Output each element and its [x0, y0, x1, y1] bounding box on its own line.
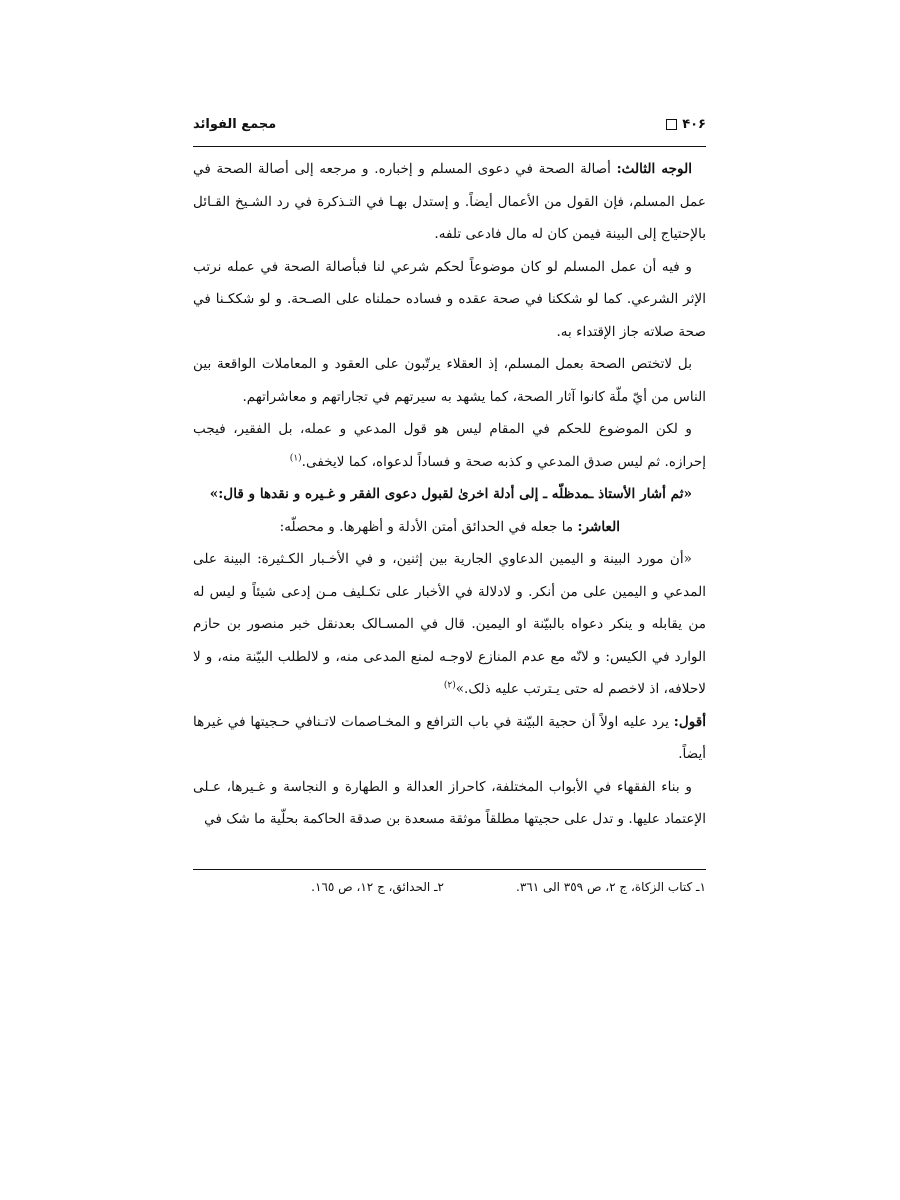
running-header	[193, 117, 706, 139]
section-heading: العاشر:	[577, 518, 620, 535]
footnotes	[193, 880, 706, 906]
paragraph-text: يرد عليه اولاً أن حجية البيّنة في باب الترافع و المخـاصمات لاتـنافي حـجيتها في غيرها أيضاً.	[193, 713, 706, 762]
book-title: مجمع الفوائد	[193, 117, 277, 132]
paragraph	[193, 413, 706, 478]
section-heading: أقول:	[673, 713, 706, 730]
page-number-group	[666, 117, 706, 132]
paragraph-text: و لكن الموضوع للحكم في المقام ليس هو قول المدعي و عمله، بل الفقير، فيجب إحرازه. ثم ليس صدق المدعي و كذبه صحة و فساداً لدعواه، كما لايخفى.	[193, 421, 706, 470]
editor-note	[193, 478, 706, 511]
footnote-1: ١ـ كتاب الزكاة، ج ٢، ص ٣٥٩ الى ٣٦١.	[515, 880, 706, 894]
footnote-2: ٢ـ الحدائق، ج ١٢، ص ١٦٥.	[311, 880, 444, 894]
footnote-marker: (٢)	[443, 680, 456, 691]
paragraph	[193, 153, 706, 251]
paragraph-text: أصالة الصحة في دعوى المسلم و إخباره. و مرجعه إلى أصالة الصحة في عمل المسلم، فإن القول من الأعمال أيضاً. و إستدل بهـا في التـذكرة في رد الشـيخ القـائل بالإحتياج إلى البينة فيمن كان له مال فادعى تلفه.	[193, 161, 706, 242]
main-text	[193, 153, 706, 853]
quotation-text: «أن مورد البينة و اليمين الدعاوي الجارية بين إثنين، و في الأخـبار الكـثيرة: البينة على المدعي و اليمين على من أنكر. و لادلالة في الأخبار على تكـليف مـن إدعى شيئاً و ليس له من يقابله و ينكر دعواه بالبيّنة او اليمين. قال في المسـالک بعدنقل خبر منصور بن حازم الوارد في الكيس: و لانّه مع عدم المنازع لاوجـه لمنع المدعى منه، و لالطلب البيّنة منه، و لا لاحلافه، اذ لاخصم له حتى يـترتب عليه ذلک.»	[193, 551, 706, 697]
paragraph: بل لاتختص الصحة بعمل المسلم، إذ العقلاء يرتّبون على العقود و المعاملات الواقعة بين الناس من أيّ ملّة كانوا آثار الصحة، كما يشهد به سيرتهم في تجاراتهم و معاشراتهم.	[193, 356, 706, 405]
page-number: ۴۰۶	[682, 117, 706, 132]
paragraph	[193, 706, 706, 771]
paragraph: و بناء الفقهاء في الأبواب المختلفة، كاحراز العدالة و الطهارة و النجاسة و غـيرها، عـلى الإعتماد عليها. و تدل على حجيتها مطلقاً موثقة مسعدة بن صدقة الحاكمة بحلّية ما شک في	[193, 778, 706, 827]
paragraph: و فيه أن عمل المسلم لو كان موضوعاً لحكم شرعي لنا فبأصالة الصحة في عمله نرتب الإثر الشرعي. كما لو شككنا في صحة عقده و فساده حملناه على الصـحة. و لو شككـنا في صحة صلاته جاز الإقتداء به.	[193, 258, 706, 340]
footnote-divider	[193, 869, 706, 870]
paragraph	[193, 511, 706, 544]
paragraph-text: ما جعله في الحدائق أمتن الأدلة و أظهرها. و محصلّه:	[279, 518, 578, 535]
footnote-marker: (١)	[289, 452, 302, 463]
section-heading: الوجه الثالث:	[616, 161, 692, 177]
editor-note-text: «ثم أشار الأستاذ ـمدظلّه ـ إلى أدلة اخرىٰ لقبول دعوى الفقر و غـيره و نقدها و قال:»	[209, 486, 692, 502]
square-ornament-icon	[666, 119, 677, 130]
header-divider	[193, 146, 706, 147]
quotation	[193, 543, 706, 706]
